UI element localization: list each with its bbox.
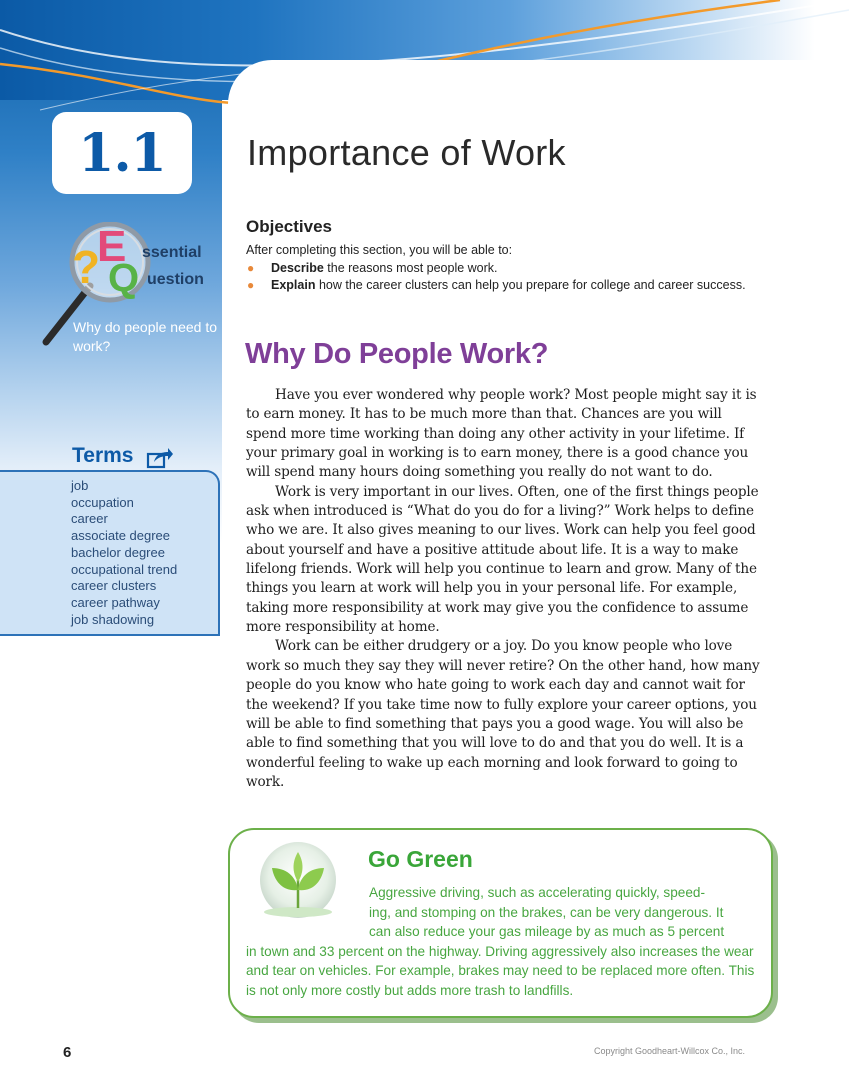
term-item[interactable]: associate degree — [71, 528, 171, 544]
go-green-line: ing, and stomping on the brakes, can be very dangerous. It — [369, 904, 724, 920]
section-number-box — [52, 112, 192, 194]
objective-lead: Explain — [271, 278, 316, 292]
go-green-rest: in town and 33 percent on the highway. Driving aggressively also increases the wear and tear on vehicles. For example, brakes may need to be replaced more often. This is not only more costly but adds more trash to landfills. — [246, 943, 755, 998]
objective-item — [246, 260, 766, 277]
term-item[interactable]: career clusters — [71, 578, 157, 594]
body-text — [246, 386, 764, 792]
term-item[interactable]: career — [71, 511, 108, 527]
objective-text: the reasons most people work. — [323, 261, 498, 275]
body-paragraph: Work is very important in our lives. Often, one of the first things people ask when introduced is “What do you do for a living?” Work helps to define who we are. It also gives meaning to our lives. Work can help you feel good about yourself and have a positive attitude about life. It is a way to make lifelong friends. Work will help you continue to learn and grow. Many of the things you learn at work will help you in your personal life. For example, taking more responsibility at work may give you the confidence to assume more responsibility at home. — [246, 483, 759, 636]
go-green-title: Go Green — [368, 846, 473, 872]
objectives-heading: Objectives — [246, 217, 332, 236]
term-item[interactable]: job shadowing — [71, 611, 155, 627]
objective-lead: Describe — [271, 261, 324, 275]
essential-question-text: Why do people need to work? — [73, 319, 217, 354]
share-arrow-icon[interactable] — [146, 446, 174, 470]
body-paragraph: Have you ever wondered why people work? Most people might say it is to earn money. It has to be much more than that. Chances are you will spend more time working than doing any other activity in your lifetime. If your primary goal in working is to earn money, there is a good chance you will spend many hours doing something you really do not want to do. — [246, 387, 757, 481]
objective-item — [246, 277, 766, 294]
terms-box — [0, 470, 220, 636]
eq-question-mark: ? — [72, 241, 101, 293]
go-green-text — [246, 883, 762, 1000]
term-item[interactable]: job — [71, 478, 89, 493]
page-number: 6 — [63, 1044, 72, 1061]
go-green-line: Aggressive driving, such as accelerating quickly, speed- — [369, 885, 705, 900]
term-item[interactable]: occupation — [71, 494, 134, 510]
go-green-line: can also reduce your gas mileage by as much as 5 percent — [369, 924, 725, 939]
bullet-icon: ● — [247, 261, 255, 275]
section-number: 1.1 — [78, 122, 166, 184]
terms-heading: Terms — [72, 444, 134, 467]
page-title: Importance of Work — [247, 132, 566, 173]
copyright-notice: Copyright Goodheart-Willcox Co., Inc. — [594, 1046, 746, 1056]
objective-text: how the career clusters can help you prepare for college and career success. — [315, 278, 746, 292]
section-heading: Why Do People Work? — [245, 338, 549, 370]
eq-letter-e: E — [97, 222, 127, 271]
body-paragraph: Work can be either drudgery or a joy. Do you know people who love work so much they say they will never retire? On the other hand, how many people do you know who hate going to work each day and cannot wait for the weekend? If you take time now to fully explore your career options, you will be able to find something that pays you a good wage. You will also be able to find something that you will love to do and that you do well. It is a wonderful feeling to wake up each morning and look forward to going to work. — [246, 638, 760, 790]
objectives-intro: After completing this section, you will be able to: — [246, 243, 513, 257]
terms-list — [0, 472, 218, 628]
term-item[interactable]: career pathway — [71, 594, 160, 610]
objectives-list — [246, 260, 766, 294]
term-item[interactable]: occupational trend — [71, 561, 178, 577]
term-item[interactable]: bachelor degree — [71, 544, 165, 560]
eq-word-question: uestion — [147, 271, 204, 288]
bullet-icon: ● — [247, 278, 255, 292]
eq-letter-q: Q — [108, 256, 140, 300]
eq-word-essential: ssential — [142, 244, 202, 261]
